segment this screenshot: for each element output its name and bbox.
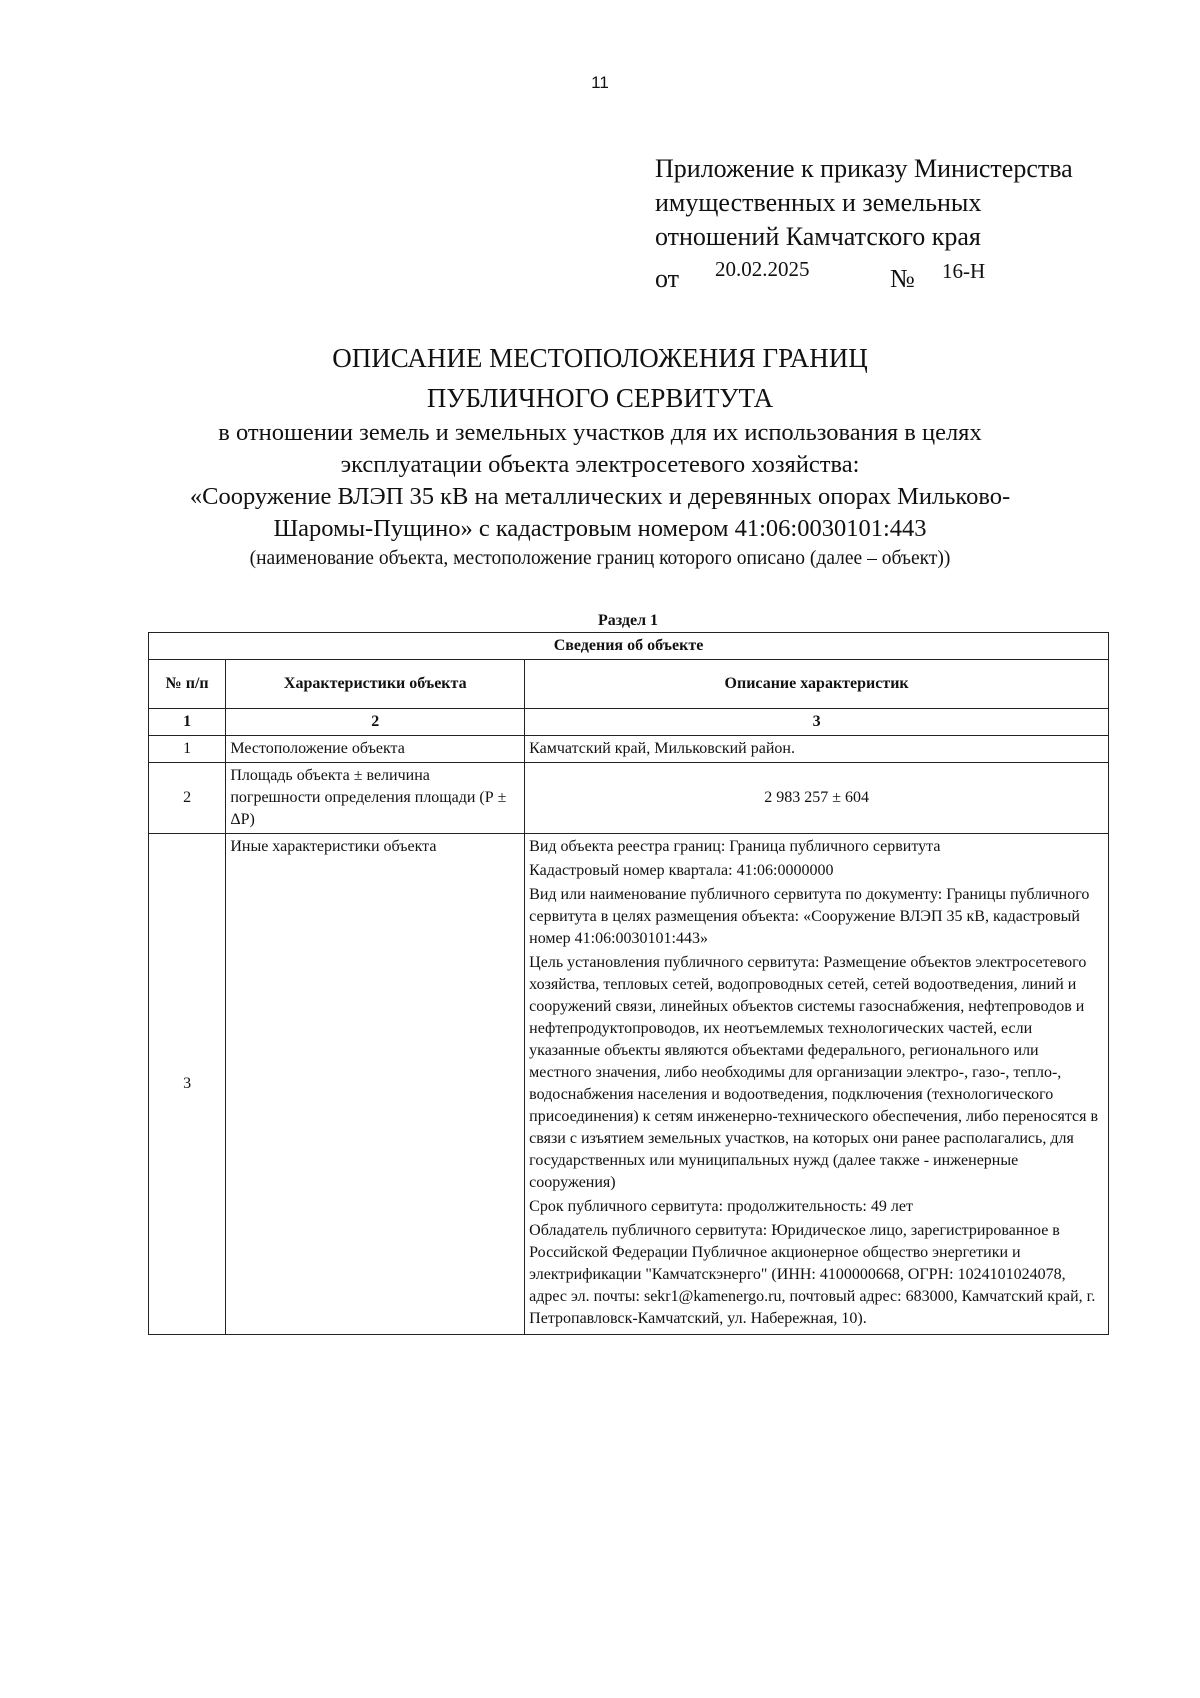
order-details [655, 254, 1175, 294]
subtitle-line: в отношении земель и земельных участков для их использования в целях [218, 419, 982, 446]
order-number: 16-Н [942, 259, 986, 283]
table-row [149, 763, 1109, 834]
row-number: 3 [149, 834, 226, 1335]
page-number: 11 [591, 73, 609, 92]
description-paragraph: Цель установления публичного сервитута: Размещение объектов электросетевого хозяйства, тепловых сетей, водопроводных сетей, сетей водоотведения, линий и сооружений связи, линейных объектов системы газоснабжения, нефтепроводов и нефтепродуктопроводов, их неотъемлемых технологических частей, если указанные объекты являются объектами федерального, регионального или местного значения, либо необходимы для организации электро-, газо-, тепло-, водоснабжения населения и водоотведения, подключения (технологического присоединения) к сетям инженерно-технического обеспечения, либо переносятся в связи с изъятием земельных участков, на которых они ранее располагались, для государственных или муниципальных нужд (далее также - инженерные сооружения) [529, 954, 1099, 1191]
description-paragraph: Срок публичного сервитута: продолжительность: 49 лет [529, 1198, 913, 1215]
header-characteristic: Характеристики объекта [226, 660, 525, 709]
table-row [149, 834, 1109, 1335]
object-info-table [148, 632, 1109, 1335]
column-number: 2 [226, 709, 525, 736]
order-from-label: от [655, 264, 680, 293]
row-characteristic: Площадь объекта ± величина погрешности определения площади (Р ± ΔР) [226, 763, 525, 834]
title-line: ПУБЛИЧНОГО СЕРВИТУТА [426, 383, 774, 413]
subtitle-line: эксплуатации объекта электросетевого хозяйства: [340, 451, 860, 478]
order-date: 20.02.2025 [715, 257, 810, 281]
appendix-block [655, 152, 1175, 294]
row-characteristic: Местоположение объекта [226, 736, 525, 763]
row-number: 2 [149, 763, 226, 834]
document-subtitle [0, 417, 1200, 573]
header-description: Описание характеристик [525, 660, 1109, 709]
section-title: Раздел 1 [597, 612, 659, 629]
row-description [525, 834, 1109, 1335]
column-number-row [149, 709, 1109, 736]
description-paragraph: Вид или наименование публичного сервитута по документу: Границы публичного сервитута в целях размещения объекта: «Сооружение ВЛЭП 35 кВ, кадастровый номер 41:06:0030101:443» [529, 886, 1090, 947]
subtitle-caption: (наименование объекта, местоположение границ которого описано (далее – объект)) [249, 548, 951, 569]
header-num: № п/п [149, 660, 226, 709]
title-line: ОПИСАНИЕ МЕСТОПОЛОЖЕНИЯ ГРАНИЦ [332, 343, 868, 373]
table-title-row [149, 633, 1109, 660]
row-number: 1 [149, 736, 226, 763]
order-number-sign: № [890, 264, 915, 293]
table-header-row [149, 660, 1109, 709]
description-paragraph: Обладатель публичного сервитута: Юридическое лицо, зарегистрированное в Российской Федерации Публичное акционерное общество энергетики и электрификации "Камчатскэнерго" (ИНН: 4100000668, ОГРН: 1024101024078, адрес эл. почты: sekr1@kamenergo.ru, почтовый адрес: 683000, Камчатский край, г. Петропавловск-Камчатский, ул. Набережная, 10). [529, 1222, 1096, 1327]
document-title [0, 338, 1200, 418]
row-description: 2 983 257 ± 604 [525, 763, 1109, 834]
table-title: Сведения об объекте [149, 633, 1109, 660]
appendix-line: имущественных и земельных [655, 188, 982, 217]
row-characteristic: Иные характеристики объекта [226, 834, 525, 1335]
appendix-line: отношений Камчатского края [655, 222, 981, 251]
appendix-line: Приложение к приказу Министерства [655, 154, 1073, 183]
column-number: 3 [525, 709, 1109, 736]
subtitle-line: Шаромы-Пущино» с кадастровым номером 41:06:0030101:443 [273, 515, 927, 542]
column-number: 1 [149, 709, 226, 736]
table-row [149, 736, 1109, 763]
subtitle-line: «Сооружение ВЛЭП 35 кВ на металлических и деревянных опорах Мильково- [189, 483, 1011, 510]
description-paragraph: Вид объекта реестра границ: Граница публичного сервитута [529, 838, 941, 855]
row-description: Камчатский край, Мильковский район. [525, 736, 1109, 763]
description-paragraph: Кадастровый номер квартала: 41:06:0000000 [529, 862, 834, 879]
